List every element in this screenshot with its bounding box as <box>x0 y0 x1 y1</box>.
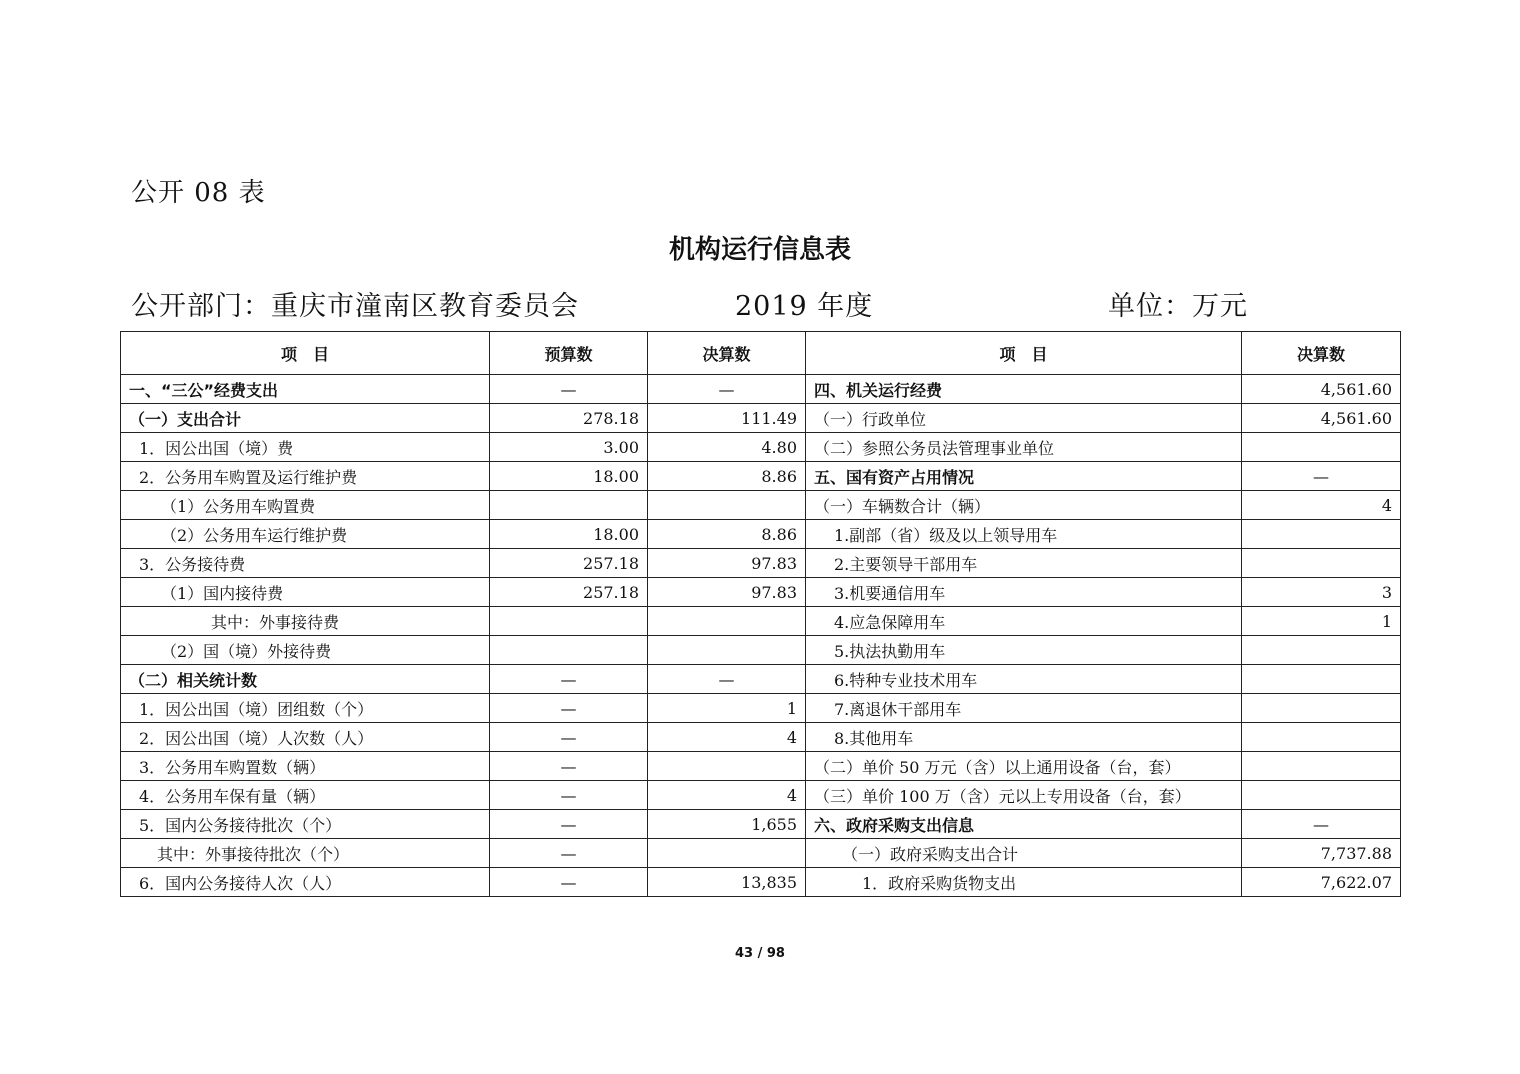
right-item: 四、机关运行经费 <box>806 375 1242 404</box>
table-row <box>121 752 1401 781</box>
final-value: 97.83 <box>648 578 806 607</box>
table-row <box>121 665 1401 694</box>
budget-value: 257.18 <box>490 549 648 578</box>
year-label: 2019 年度 <box>735 291 874 322</box>
department-label: 公开部门：重庆市潼南区教育委员会 <box>131 291 579 322</box>
right-item: （一）车辆数合计（辆） <box>806 491 1242 520</box>
info-table <box>120 331 1401 897</box>
right-item: 1.副部（省）级及以上领导用车 <box>806 520 1242 549</box>
table-row <box>121 694 1401 723</box>
budget-value: 18.00 <box>490 462 648 491</box>
table-row <box>121 723 1401 752</box>
right-value: — <box>1242 810 1401 839</box>
left-item: 一、“三公”经费支出 <box>121 375 490 404</box>
right-value: 4,561.60 <box>1242 375 1401 404</box>
budget-value <box>490 607 648 636</box>
right-item: 2.主要领导干部用车 <box>806 549 1242 578</box>
budget-value: — <box>490 723 648 752</box>
header-right-item: 项 目 <box>806 332 1242 375</box>
final-value: 97.83 <box>648 549 806 578</box>
budget-value: — <box>490 781 648 810</box>
left-item: 2．公务用车购置及运行维护费 <box>121 462 490 491</box>
table-row <box>121 781 1401 810</box>
table-row <box>121 839 1401 868</box>
left-item: 2．因公出国（境）人次数（人） <box>121 723 490 752</box>
final-value <box>648 607 806 636</box>
budget-value <box>490 636 648 665</box>
right-item: 7.离退休干部用车 <box>806 694 1242 723</box>
header-left-item: 项 目 <box>121 332 490 375</box>
unit-label: 单位：万元 <box>1108 291 1248 322</box>
final-value: 4 <box>648 723 806 752</box>
final-value: — <box>648 375 806 404</box>
table-header-row <box>121 332 1401 375</box>
budget-value: — <box>490 665 648 694</box>
left-item: 其中：外事接待费 <box>121 607 490 636</box>
left-item: 其中：外事接待批次（个） <box>121 839 490 868</box>
right-value <box>1242 665 1401 694</box>
budget-value: 257.18 <box>490 578 648 607</box>
left-item: 4．公务用车保有量（辆） <box>121 781 490 810</box>
right-item: （三）单价 100 万（含）元以上专用设备（台，套） <box>806 781 1242 810</box>
table-row <box>121 375 1401 404</box>
right-value: — <box>1242 462 1401 491</box>
table-row <box>121 549 1401 578</box>
header-final: 决算数 <box>648 332 806 375</box>
right-value: 3 <box>1242 578 1401 607</box>
budget-value: 3.00 <box>490 433 648 462</box>
right-item: （一）行政单位 <box>806 404 1242 433</box>
table-row <box>121 578 1401 607</box>
table-row <box>121 810 1401 839</box>
right-item: （一）政府采购支出合计 <box>806 839 1242 868</box>
budget-value: — <box>490 752 648 781</box>
table-row <box>121 404 1401 433</box>
right-value: 7,737.88 <box>1242 839 1401 868</box>
final-value: — <box>648 665 806 694</box>
final-value: 4.80 <box>648 433 806 462</box>
budget-value: — <box>490 810 648 839</box>
table-row <box>121 491 1401 520</box>
left-item: （2）公务用车运行维护费 <box>121 520 490 549</box>
left-item: （一）支出合计 <box>121 404 490 433</box>
header-right-final: 决算数 <box>1242 332 1401 375</box>
left-item: 3．公务接待费 <box>121 549 490 578</box>
final-value: 8.86 <box>648 520 806 549</box>
page-number: 43 / 98 <box>735 946 785 961</box>
right-item: 6.特种专业技术用车 <box>806 665 1242 694</box>
right-value: 1 <box>1242 607 1401 636</box>
left-item: 1．因公出国（境）费 <box>121 433 490 462</box>
table-row <box>121 868 1401 897</box>
right-value <box>1242 549 1401 578</box>
final-value <box>648 491 806 520</box>
left-item: 3．公务用车购置数（辆） <box>121 752 490 781</box>
final-value <box>648 636 806 665</box>
budget-value: 18.00 <box>490 520 648 549</box>
left-item: 5．国内公务接待批次（个） <box>121 810 490 839</box>
right-value <box>1242 694 1401 723</box>
right-item: 六、政府采购支出信息 <box>806 810 1242 839</box>
table-row <box>121 520 1401 549</box>
budget-value <box>490 491 648 520</box>
right-value <box>1242 636 1401 665</box>
header-budget: 预算数 <box>490 332 648 375</box>
right-item: 五、国有资产占用情况 <box>806 462 1242 491</box>
right-item: 4.应急保障用车 <box>806 607 1242 636</box>
final-value <box>648 752 806 781</box>
table-row <box>121 636 1401 665</box>
budget-value: — <box>490 839 648 868</box>
right-item: 8.其他用车 <box>806 723 1242 752</box>
budget-value: 278.18 <box>490 404 648 433</box>
left-item: （二）相关统计数 <box>121 665 490 694</box>
right-item: 1．政府采购货物支出 <box>806 868 1242 897</box>
final-value: 111.49 <box>648 404 806 433</box>
right-item: （二）参照公务员法管理事业单位 <box>806 433 1242 462</box>
right-value <box>1242 723 1401 752</box>
table-row <box>121 433 1401 462</box>
right-item: 3.机要通信用车 <box>806 578 1242 607</box>
left-item: （1）公务用车购置费 <box>121 491 490 520</box>
right-value <box>1242 433 1401 462</box>
final-value <box>648 839 806 868</box>
page-title: 机构运行信息表 <box>668 235 851 265</box>
final-value: 13,835 <box>648 868 806 897</box>
right-value: 7,622.07 <box>1242 868 1401 897</box>
right-value: 4,561.60 <box>1242 404 1401 433</box>
final-value: 1,655 <box>648 810 806 839</box>
budget-value: — <box>490 868 648 897</box>
left-item: 1．因公出国（境）团组数（个） <box>121 694 490 723</box>
right-item: 5.执法执勤用车 <box>806 636 1242 665</box>
table-row <box>121 607 1401 636</box>
final-value: 4 <box>648 781 806 810</box>
right-value <box>1242 520 1401 549</box>
left-item: （2）国（境）外接待费 <box>121 636 490 665</box>
table-row <box>121 462 1401 491</box>
right-item: （二）单价 50 万元（含）以上通用设备（台，套） <box>806 752 1242 781</box>
right-value <box>1242 781 1401 810</box>
left-item: （1）国内接待费 <box>121 578 490 607</box>
budget-value: — <box>490 694 648 723</box>
budget-value: — <box>490 375 648 404</box>
final-value: 8.86 <box>648 462 806 491</box>
final-value: 1 <box>648 694 806 723</box>
table-id: 公开 08 表 <box>131 178 266 208</box>
left-item: 6．国内公务接待人次（人） <box>121 868 490 897</box>
right-value <box>1242 752 1401 781</box>
right-value: 4 <box>1242 491 1401 520</box>
